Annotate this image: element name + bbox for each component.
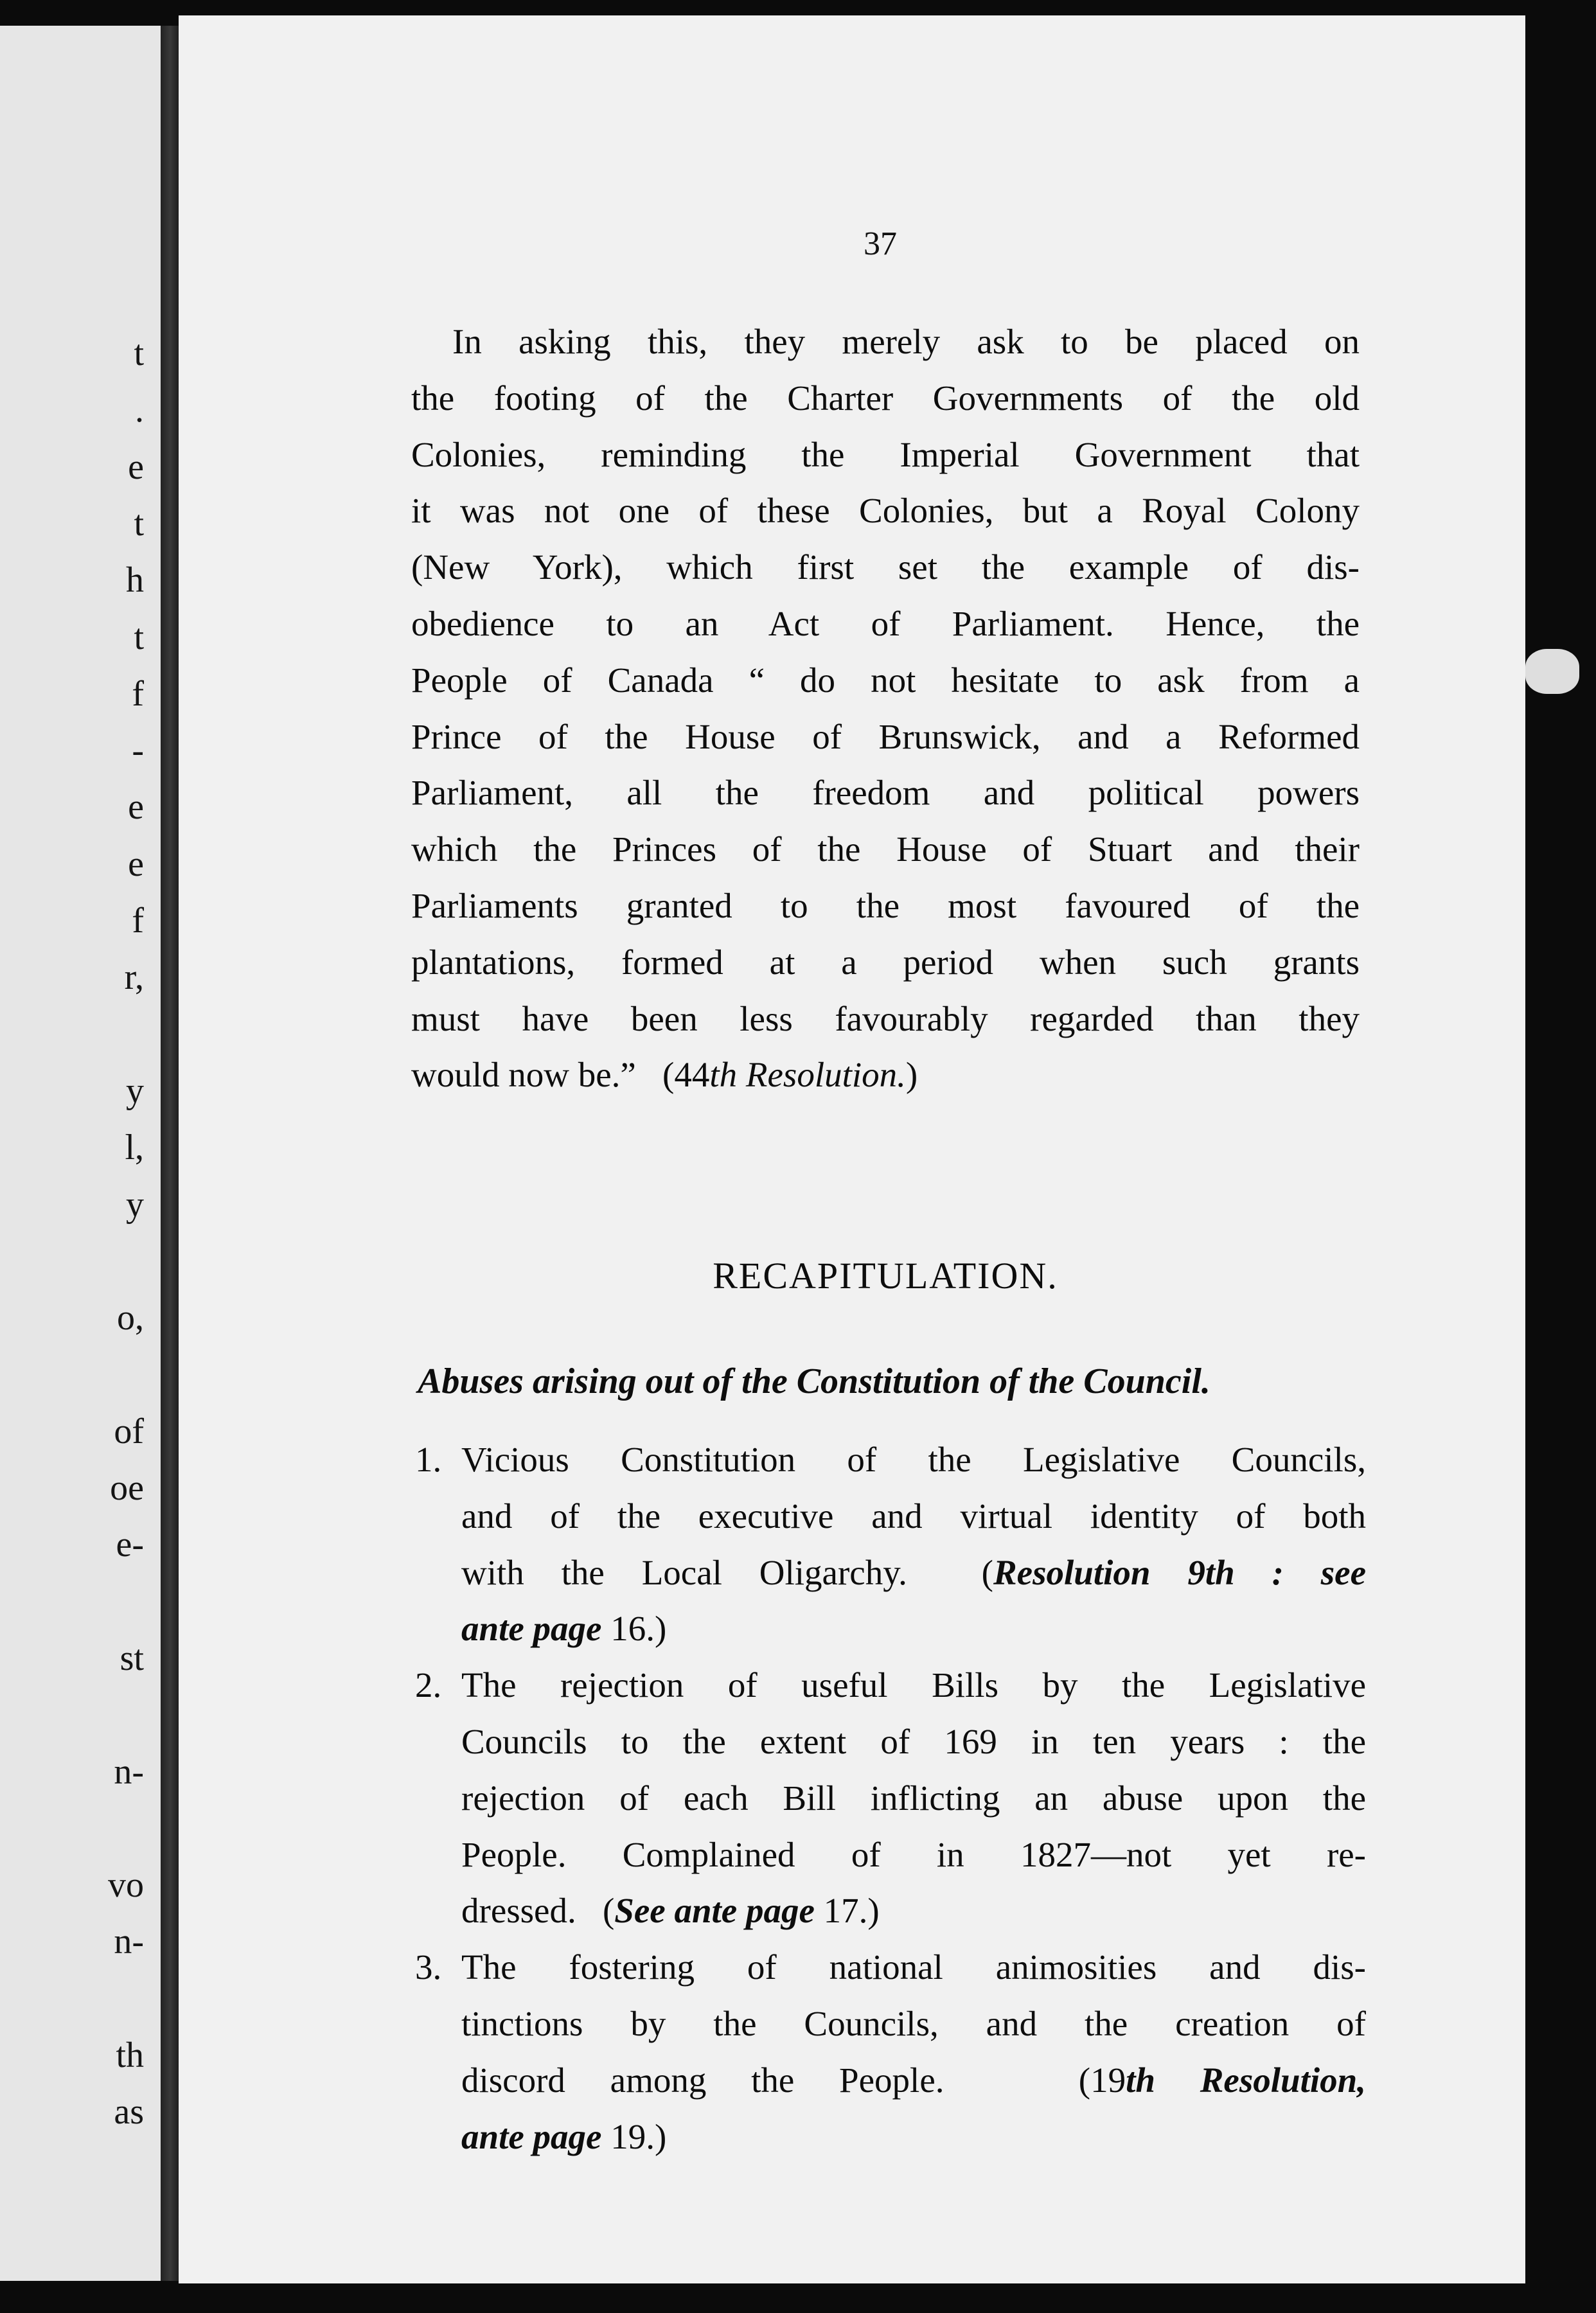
item-line: People. Complained of in 1827—not yet re- — [461, 1834, 1366, 1874]
previous-page-fragment: r, — [124, 957, 144, 998]
previous-page-fragment: o, — [117, 1298, 144, 1338]
item-line-text: discord among the People. — [461, 2060, 944, 2100]
ref-open: ( — [981, 1552, 993, 1592]
paragraph-line: Parliament, all the freedom and political powers — [411, 773, 1360, 813]
paragraph-line: it was not one of these Colonies, but a Royal Colony — [411, 491, 1360, 531]
previous-page-fragment: e — [128, 844, 144, 884]
ante-page-ref: ante page — [461, 2116, 602, 2156]
paragraph-line: (New York), which first set the example of dis- — [411, 547, 1360, 587]
list-item — [411, 1657, 1366, 1939]
resolution-ref-close: ) — [905, 1055, 918, 1095]
item-line: The rejection of useful Bills by the Legislative — [461, 1665, 1366, 1705]
paragraph-line: the footing of the Charter Governments of the old — [411, 378, 1360, 418]
previous-page-fragment: t — [134, 333, 144, 373]
item-number: 2. — [415, 1665, 442, 1705]
previous-page-fragment: f — [132, 901, 144, 941]
item-line: and of the executive and virtual identity of both — [461, 1496, 1366, 1536]
paper-tear — [1525, 649, 1579, 694]
previous-page-fragment: th — [116, 2035, 144, 2075]
resolution-ref: th Resolution, — [1126, 2060, 1367, 2100]
section-heading: RECAPITULATION. — [713, 1255, 1058, 1297]
previous-page-fragment: e — [128, 787, 144, 828]
page-ref: 19.) — [610, 2116, 667, 2156]
page-ref: 17.) — [823, 1891, 880, 1931]
scan-border — [1525, 0, 1596, 2313]
see-ante-ref: See ante page — [614, 1891, 815, 1931]
item-number: 3. — [415, 1947, 442, 1987]
item-line: Vicious Constitution of the Legislative Councils, — [461, 1440, 1366, 1479]
previous-page-fragment: t — [134, 503, 144, 544]
paragraph-line: People of Canada “ do not hesitate to ask from a — [411, 660, 1360, 700]
item-number: 1. — [415, 1440, 442, 1479]
paragraph-last-line — [411, 1047, 1360, 1103]
ref-open: (19 — [1078, 2060, 1126, 2100]
previous-page-fragment: h — [126, 560, 144, 601]
item-line — [461, 1883, 1366, 1939]
previous-page-fragment: of — [114, 1411, 144, 1451]
ante-page-ref: ante page — [461, 1609, 602, 1649]
item-line — [461, 1600, 1366, 1657]
previous-page-fragment: e — [128, 447, 144, 487]
paragraph-line: In asking this, they merely ask to be placed on — [452, 322, 1360, 361]
previous-page-fragment: . — [135, 390, 144, 430]
paragraph-line: must have been less favourably regarded than they — [411, 998, 1360, 1038]
previous-page-fragment: - — [132, 731, 144, 771]
previous-page-fragment: st — [120, 1638, 144, 1678]
previous-page-fragment: y — [126, 1184, 144, 1225]
previous-page-edge — [0, 26, 161, 2281]
resolution-ref: th Resolution. — [709, 1055, 906, 1095]
item-line — [461, 1545, 1366, 1601]
ref-open: ( — [602, 1891, 615, 1931]
previous-page-fragment: e- — [116, 1525, 144, 1565]
paragraph-line: Colonies, reminding the Imperial Government that — [411, 434, 1360, 474]
previous-page-fragment: y — [126, 1070, 144, 1111]
paragraph-line: Parliaments granted to the most favoured of the — [411, 885, 1360, 925]
item-line: rejection of each Bill inflicting an abuse upon the — [461, 1778, 1366, 1818]
body-paragraph — [411, 314, 1360, 1103]
section-subheading: Abuses arising out of the Constitution of the Council. — [418, 1361, 1210, 1401]
previous-page-fragment: oe — [110, 1468, 144, 1508]
previous-page-fragment: f — [132, 673, 144, 714]
paragraph-line: obedience to an Act of Parliament. Hence, the — [411, 603, 1360, 643]
previous-page-fragment: t — [134, 617, 144, 657]
page-ref: 16.) — [610, 1609, 667, 1649]
item-line: Councils to the extent of 169 in ten years : the — [461, 1721, 1366, 1761]
item-line — [461, 2109, 1366, 2165]
item-line — [461, 2052, 1366, 2109]
paragraph-line: which the Princes of the House of Stuart and their — [411, 829, 1360, 869]
page-gutter — [161, 26, 180, 2281]
previous-page-fragment: vo — [108, 1865, 144, 1906]
list-item — [411, 1939, 1366, 2165]
paragraph-line: Prince of the House of Brunswick, and a Reformed — [411, 716, 1360, 756]
previous-page-fragment: l, — [125, 1128, 144, 1168]
previous-page-fragment: n- — [114, 1751, 144, 1792]
item-line: tinctions by the Councils, and the creation of — [461, 2003, 1366, 2043]
previous-page-text-fragments — [0, 26, 144, 2281]
resolution-ref: Resolution 9th : see — [993, 1552, 1367, 1592]
item-line: The fostering of national animosities and dis- — [461, 1947, 1366, 1987]
paragraph-line: plantations, formed at a period when such grants — [411, 942, 1360, 982]
item-line-text: dressed. — [461, 1891, 576, 1931]
previous-page-fragment: n- — [114, 1922, 144, 1962]
list-item — [411, 1431, 1366, 1657]
item-line-text: with the Local Oligarchy. — [461, 1552, 907, 1592]
resolution-ref-open: (44 — [662, 1055, 710, 1095]
paragraph-line-text: would now be.” — [411, 1055, 636, 1095]
previous-page-fragment: as — [114, 2092, 144, 2132]
abuses-list — [411, 1431, 1366, 2165]
page-number: 37 — [864, 226, 897, 262]
